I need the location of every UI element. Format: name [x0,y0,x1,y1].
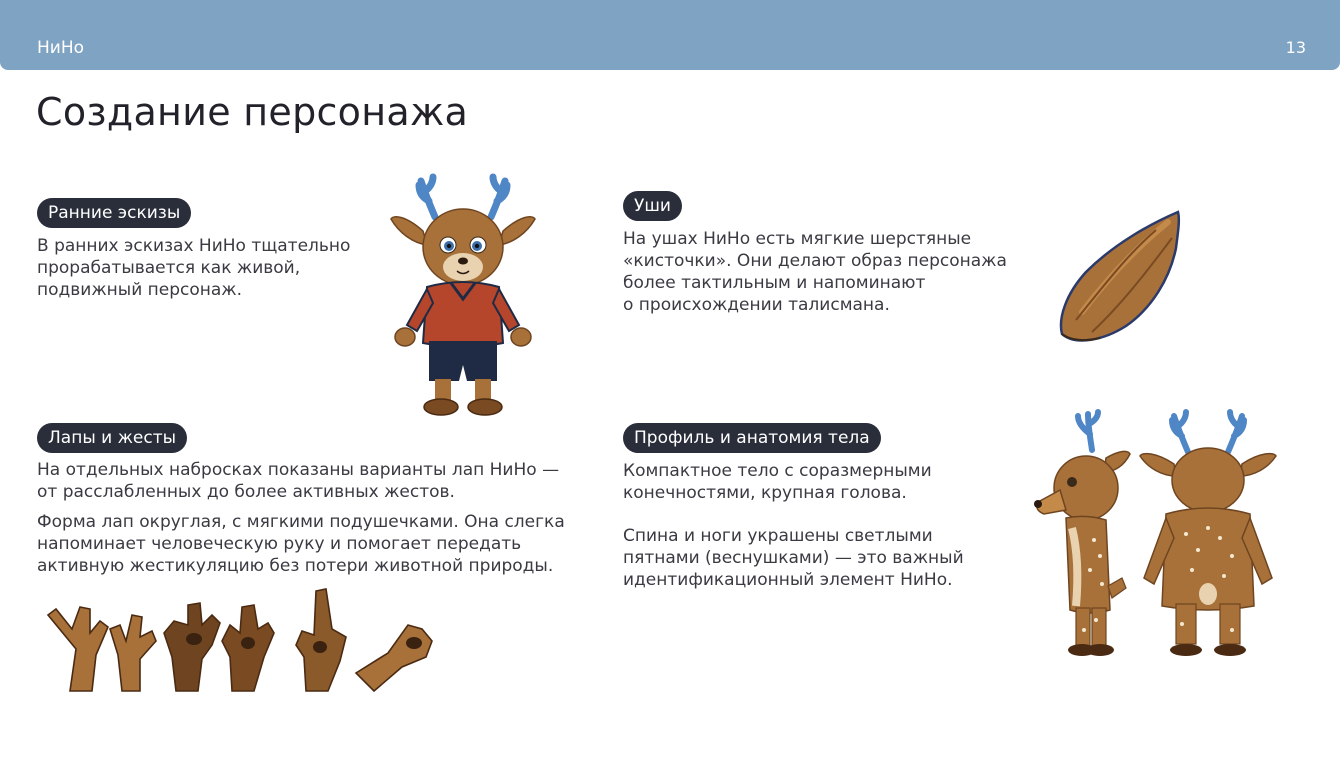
text-line: прорабатывается как живой, [37,258,301,278]
paws-text-2 [37,511,565,577]
text-line: Спина и ноги украшены светлыми [623,526,933,546]
text-line: от расслабленных до более активных жестов. [37,482,455,502]
text-line: о происхождении талисмана. [623,295,890,315]
tag-profile-anatomy: Профиль и анатомия тела [623,423,881,453]
text-line: Компактное тело с соразмерными [623,461,932,481]
page-title: Создание персонажа [36,90,469,134]
tag-paws-gestures: Лапы и жесты [37,423,187,453]
paw-gestures-illustration [36,585,436,697]
deer-front-illustration [385,175,545,420]
early-sketches-text [37,235,350,301]
ears-text [623,228,1007,316]
text-line: «кисточки». Они делают образ персонажа [623,251,1007,271]
profile-text-2 [623,525,964,591]
page-number: 13 [1285,38,1306,57]
text-line: подвижный персонаж. [37,280,243,300]
text-line: более тактильным и напоминают [623,273,926,293]
text-line: На ушах НиНо есть мягкие шерстяные [623,229,972,249]
text-line: конечностями, крупная голова. [623,483,907,503]
tag-ears: Уши [623,191,682,221]
paws-text-1 [37,459,559,503]
ear-tassel-illustration [1052,208,1187,353]
text-line: На отдельных набросках показаны варианты лап НиНо — [37,460,560,480]
deer-back-illustration [1136,410,1281,660]
text-line: Форма лап округлая, с мягкими подушечками. Она слегка [37,512,565,532]
deer-profile-illustration [1030,410,1135,660]
tag-early-sketches: Ранние эскизы [37,198,191,228]
text-line: идентификационный элемент НиНо. [623,570,953,590]
text-line: активную жестикуляцию без потери животной природы. [37,556,554,576]
text-line: напоминает человеческую руку и помогает передать [37,534,522,554]
text-line: В ранних эскизах НиНо тщательно [37,236,351,256]
header-bar [0,0,1340,70]
brand-name: НиНо [37,38,85,58]
text-line: пятнами (веснушками) — это важный [623,548,964,568]
profile-text-1 [623,460,932,504]
